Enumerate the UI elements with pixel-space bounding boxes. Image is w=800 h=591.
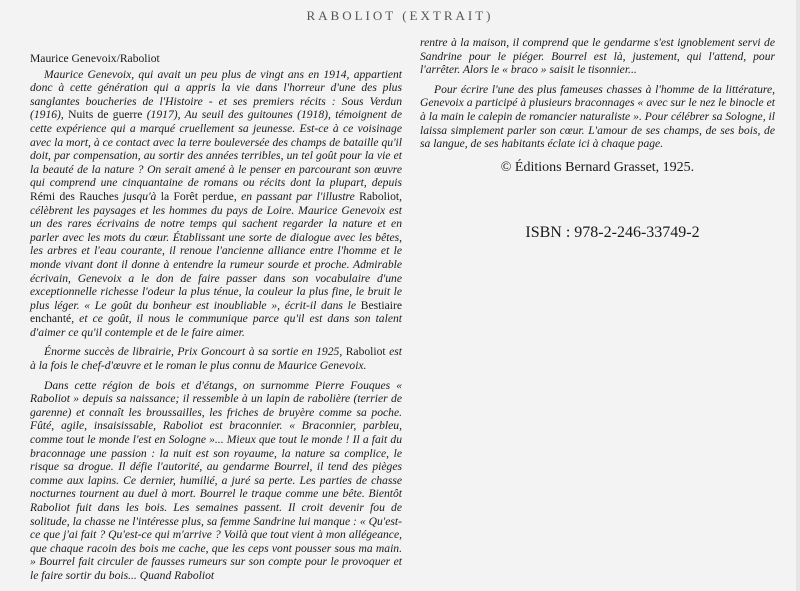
isbn-line: ISBN : 978-2-246-33749-2 (525, 224, 700, 242)
paragraph-intro: Maurice Genevoix, qui avait un peu plus de vingt ans en 1914, appartient donc à cette génération qui a appris la vie dans l'horreur d'une des plus sanglantes boucheries de l'Histoire - et ses premiers récits : Sous Verdun (1916), Nuits de guerre (1917), Au seuil des guitounes (1918), témoignent de cette expérience qui a marqué cruellement sa jeunesse. Est-ce à ce voisinage avec la mort, à ce contact avec la terre bouleversée des champs de bataille qu'il doit, par compensation, au sortir des années terribles, un tel goût pour la vie et la beauté de la nature ? On serait amené à le penser en parcourant son œuvre qui comprend une cinquantaine de romans ou récits dont la plupart, depuis Rémi des Rauches jusqu'à la Forêt perdue, en passant par l'illustre Raboliot, célèbrent les paysages et les hommes du pays de Loire. Maurice Genevoix est un des rares écrivains de notre temps qui sachent regarder la nature et en parler avec les mots du cœur. Établissant une sorte de dialogue avec les bêtes, les arbres et l'eau courante, il renoue l'ancienne alliance entre l'homme et le monde vivant dont il donne à entendre la rumeur sourde et proche. Admirable écrivain, Genevoix a le don de faire passer dans son vocabulaire d'une exceptionnelle richesse l'odeur la plus ténue, la couleur la plus fine, le bruit le plus léger. « Le goût du bonheur est inoubliable », écrit-il dans le Bestiaire enchanté, et ce goût, il nous le communique parce qu'il est dans son talent d'aimer ce qu'il contemple et de le faire aimer. (30, 67, 402, 339)
paragraph-synopsis-continued: rentre à la maison, il comprend que le gendarme s'est ignoblement servi de Sandrine pour le piéger. Bourrel est là, justement, qui l'attend, pour l'arrêter. Alors le « braco » saisit le tisonnier... (420, 36, 775, 77)
top-bar (0, 0, 800, 36)
paragraph-writing: Pour écrire l'une des plus fameuses chasses à l'homme de la littérature, Genevoix a participé à plusieurs braconnages « avec sur le nez le binocle et à la main le calepin de romancier naturaliste ». Pour célébrer sa Sologne, il laissa simplement parler son cœur. L'amour de ses champs, de ses bois, de sa langue, de ses habitants éclate ici à chaque page. (420, 82, 775, 151)
page-title: RABOLIOT (EXTRAIT) (306, 8, 494, 23)
left-column (30, 52, 402, 589)
copyright-line: © Éditions Bernard Grasset, 1925. (500, 159, 695, 175)
author-line: Maurice Genevoix/Raboliot (30, 52, 160, 65)
paragraph-synopsis: Dans cette région de bois et d'étangs, on surnomme Pierre Fouques « Raboliot » depuis sa naissance; il ressemble à un lapin de rabolière (terrier de garenne) et connaît les broussailles, les friches de bruyère comme sa poche. Fûté, agile, insaisissable, Raboliot est braconnier. « Braconnier, parbleu, comme tout le monde l'est en Sologne »... Mieux que tout le monde ! Il a fait du braconnage une passion : la nuit est son royaume, la nature sa complice, le risque sa drogue. Il défie l'autorité, au gendarme Bourrel, il tend des pièges comme aux lapins. Ce dernier, humilié, a juré sa perte. Les parties de chasse nocturnes tournent au duel à mort. Bourrel le traque comme une bête. Bientôt Raboliot fuit dans les bois. Les semaines passent. Il croit devenir fou de solitude, la chasse ne l'intéresse plus, sa femme Sandrine lui manque : « Qu'est-ce que j'ai fait ? Qu'est-ce qui m'arrive ? Voilà que tout vient à mon allégeance, que chaque racoin des bois me cache, que les ceps vont pousser sous ma main. » Bourrel fait circuler de fausses rumeurs sur son compte pour le provoquer et le faire sortir du bois... Quand Raboliot (30, 378, 402, 582)
paragraph-goncourt: Énorme succès de librairie, Prix Goncourt à sa sortie en 1925, Raboliot est à la fois le chef-d'œuvre et le roman le plus connu de Maurice Genevoix. (30, 345, 403, 373)
document-page (0, 36, 800, 591)
right-column (420, 36, 775, 240)
scrollbar[interactable] (796, 0, 800, 591)
